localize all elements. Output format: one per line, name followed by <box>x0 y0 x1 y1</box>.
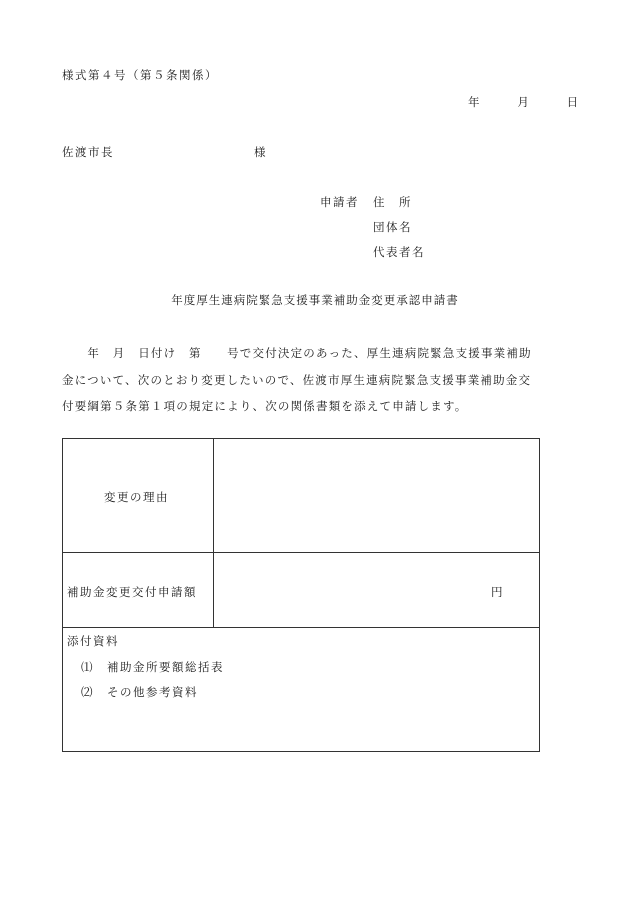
amount-label: 補助金変更交付申請額 <box>67 585 197 599</box>
body-paragraph <box>62 340 582 420</box>
addressee-name: 佐渡市長 <box>62 145 114 159</box>
applicant-label: 申請者 <box>320 195 359 209</box>
addressee-honorific: 様 <box>254 145 267 159</box>
date-month: 月 <box>517 95 531 109</box>
attachments-label: 添付資料 <box>67 634 119 648</box>
table-divider <box>213 439 214 627</box>
address-label: 住 所 <box>373 195 412 209</box>
form-number: 様式第４号（第５条関係） <box>62 68 218 82</box>
date-day: 日 <box>566 95 580 109</box>
reason-label: 変更の理由 <box>104 490 169 504</box>
body-line: 年 月 日付け 第 号で交付決定のあった、厚生連病院緊急支援事業補助 <box>62 346 532 360</box>
application-table <box>62 438 540 752</box>
date-line <box>468 94 580 110</box>
attachment-item: ⑴ 補助金所要額総括表 <box>81 660 224 674</box>
group-name-label: 団体名 <box>373 220 412 234</box>
representative-label: 代表者名 <box>373 245 425 259</box>
date-year: 年 <box>468 95 481 109</box>
document-title: 年度厚生連病院緊急支援事業補助金変更承認申請書 <box>171 293 459 307</box>
body-line: 付要綱第５条第１項の規定により、次の関係書類を添えて申請します。 <box>62 399 468 413</box>
body-line: 金について、次のとおり変更したいので、佐渡市厚生連病院緊急支援事業補助金交 <box>62 372 532 387</box>
table-divider <box>63 552 539 553</box>
attachment-item: ⑵ その他参考資料 <box>81 685 198 699</box>
amount-unit: 円 <box>491 585 504 599</box>
table-divider <box>63 627 539 628</box>
